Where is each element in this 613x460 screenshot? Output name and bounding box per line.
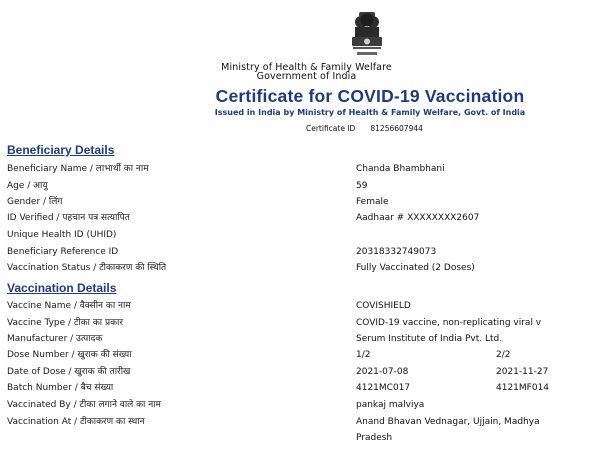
dose-number-label: Dose Number / खुराक की संख्या bbox=[7, 350, 132, 360]
vaccine-name-label: Vaccine Name / वैक्सीन का नाम bbox=[7, 301, 131, 311]
beneficiary-name-value: Chanda Bhambhani bbox=[356, 164, 445, 174]
vaccine-name-value: COVISHIELD bbox=[356, 301, 411, 311]
manufacturer-row bbox=[7, 331, 613, 347]
vaccine-type-label: Vaccine Type / टीका का प्रकार bbox=[7, 318, 124, 328]
vaccination-status-row bbox=[7, 260, 613, 276]
vaccination-at-row-continued bbox=[7, 430, 613, 446]
manufacturer-label: Manufacturer / उत्पादक bbox=[7, 334, 103, 344]
vaccination-status-label: Vaccination Status / टीकाकरण की स्थिति bbox=[7, 263, 167, 273]
batch-number-label: Batch Number / बैच संख्या bbox=[7, 383, 114, 393]
dose-2-date: 2021-11-27 bbox=[496, 367, 549, 377]
beneficiary-name-label: Beneficiary Name / लाभार्थी का नाम bbox=[7, 164, 149, 174]
dose-2-number: 2/2 bbox=[496, 350, 511, 360]
gender-value: Female bbox=[356, 197, 389, 207]
ministry-name: Ministry of Health & Family Welfare bbox=[221, 62, 392, 73]
gender-label: Gender / लिंग bbox=[7, 197, 63, 207]
vaccine-type-value: COVID-19 vaccine, non-replicating viral v bbox=[356, 318, 542, 328]
vaccination-at-row bbox=[7, 414, 613, 430]
reference-id-label: Beneficiary Reference ID bbox=[7, 247, 119, 257]
vaccinated-by-row bbox=[7, 397, 613, 413]
dose-date-row bbox=[7, 364, 613, 380]
vaccine-name-row bbox=[7, 298, 613, 314]
vaccine-type-row bbox=[7, 315, 613, 331]
uhid-row bbox=[7, 227, 613, 243]
issued-by: Issued in India by Ministry of Health & Family Welfare, Govt. of India bbox=[214, 108, 526, 117]
age-label: Age / आयु bbox=[7, 181, 48, 191]
certificate-id-value: 81256607944 bbox=[370, 124, 423, 133]
beneficiary-details-heading: Beneficiary Details bbox=[7, 143, 115, 157]
certificate-title: Certificate for COVID-19 Vaccination bbox=[215, 86, 525, 106]
reference-id-row bbox=[7, 244, 613, 260]
manufacturer-value: Serum Institute of India Pvt. Ltd. bbox=[356, 334, 503, 344]
dose-number-row bbox=[7, 347, 613, 363]
id-verified-label: ID Verified / पहचान पत्र सत्यापित bbox=[7, 213, 130, 223]
vaccination-details-heading: Vaccination Details bbox=[7, 281, 117, 295]
vaccination-at-value-line1: Anand Bhavan Vednagar, Ujjain, Madhya bbox=[356, 417, 540, 427]
beneficiary-name-row bbox=[7, 161, 613, 177]
state-emblem-icon bbox=[346, 10, 388, 62]
dose-date-label: Date of Dose / खुराक की तारीख bbox=[7, 367, 131, 377]
age-row bbox=[7, 178, 613, 194]
vaccination-at-label: Vaccination At / टीकाकरण का स्थान bbox=[7, 417, 145, 427]
vaccinated-by-label: Vaccinated By / टीका लगाने वाले का नाम bbox=[7, 400, 161, 410]
dose-2-batch: 4121MF014 bbox=[496, 383, 550, 393]
vaccination-status-value: Fully Vaccinated (2 Doses) bbox=[356, 263, 475, 273]
reference-id-value: 20318332749073 bbox=[356, 247, 437, 257]
uhid-label: Unique Health ID (UHID) bbox=[7, 230, 117, 240]
id-verified-value: Aadhaar # XXXXXXXX2607 bbox=[356, 213, 480, 223]
certificate-id bbox=[306, 124, 423, 133]
dose-1-batch: 4121MC017 bbox=[356, 383, 411, 393]
vaccinated-by-value: pankaj malviya bbox=[356, 400, 425, 410]
government-name: Government of India bbox=[256, 71, 357, 82]
batch-number-row bbox=[7, 380, 613, 396]
dose-1-number: 1/2 bbox=[356, 350, 371, 360]
age-value: 59 bbox=[356, 181, 368, 191]
certificate-id-label: Certificate ID bbox=[306, 124, 356, 133]
gender-row bbox=[7, 194, 613, 210]
dose-1-date: 2021-07-08 bbox=[356, 367, 409, 377]
id-verified-row bbox=[7, 210, 613, 226]
vaccination-at-value-line2: Pradesh bbox=[356, 433, 393, 443]
